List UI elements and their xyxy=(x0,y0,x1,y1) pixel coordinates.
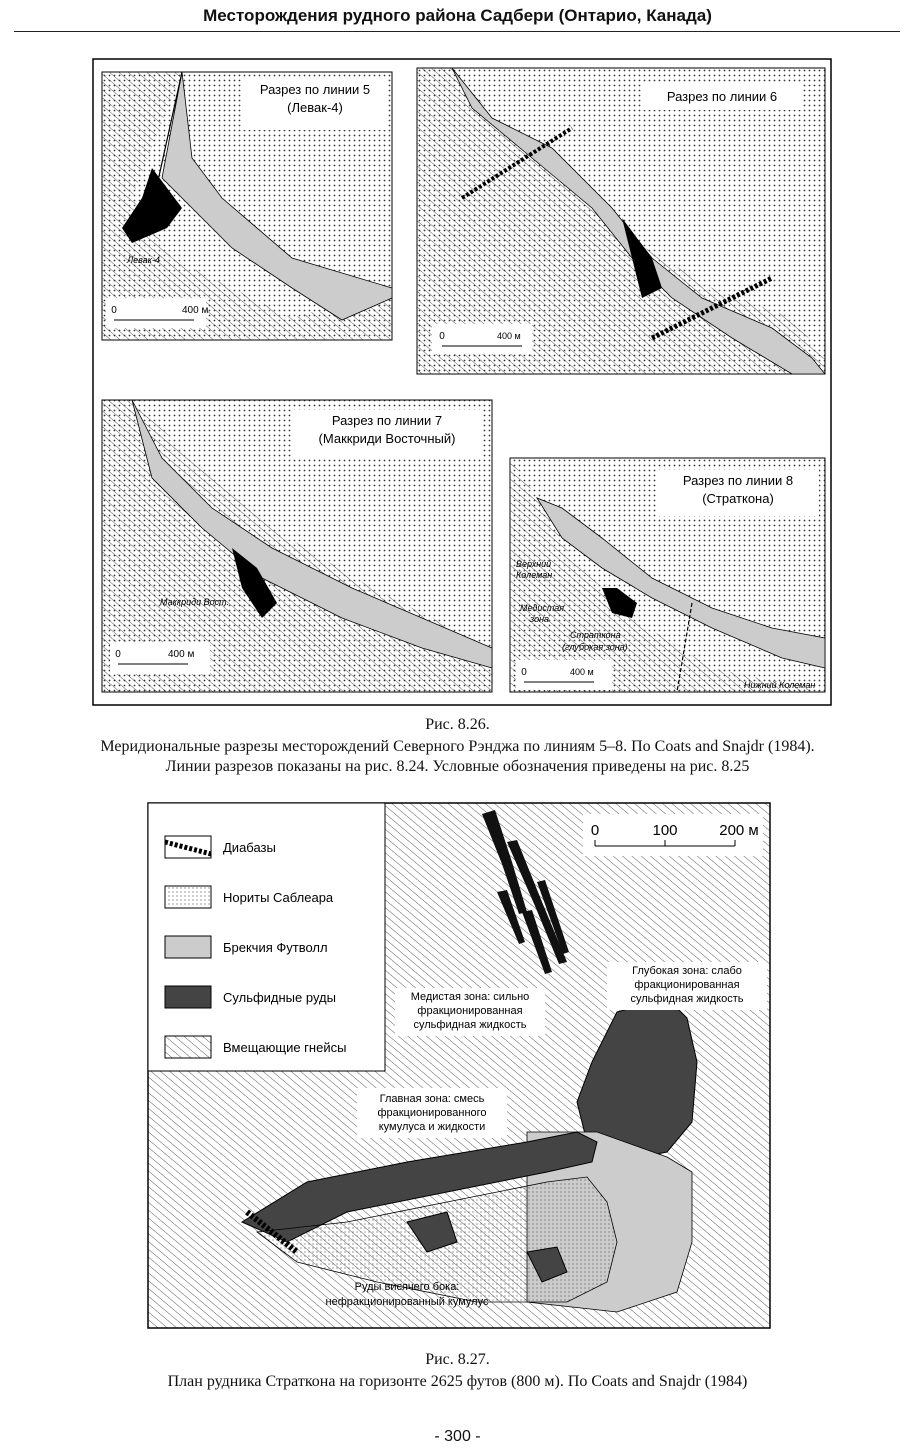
scale-0: 0 xyxy=(590,822,600,839)
svg-text:сульфидная жидкость: сульфидная жидкость xyxy=(630,993,744,1005)
panel-8-label-cu-2: зона xyxy=(530,614,550,624)
panel-6-scale-0: 0 xyxy=(439,331,445,342)
svg-text:Руды висячего бока:: Руды висячего бока: xyxy=(354,1281,460,1293)
svg-text:Главная зона: смесь: Главная зона: смесь xyxy=(379,1093,485,1105)
map-scale-bar xyxy=(583,814,763,856)
panel-7-title-1: Разрез по линии 7 xyxy=(331,413,443,428)
scale-100: 100 xyxy=(652,822,678,839)
annotation-deep xyxy=(607,962,767,1010)
legend-breccia: Брекчия Футволл xyxy=(223,940,328,955)
panel-7-title-2: (Маккриди Восточный) xyxy=(318,431,456,446)
figure-8-26-caption-1: Меридиональные разрезы месторождений Северного Рэнджа по линиям 5–8. По Coats and Snajdr (1984). xyxy=(100,738,815,755)
figure-8-27-caption: План рудника Страткона на горизонте 2625 футов (800 м). По Coats and Snajdr (1984) xyxy=(167,1373,748,1390)
panel-6-scale-400: 400 м xyxy=(497,331,521,341)
panel-line-6 xyxy=(417,68,825,374)
page-number: - 300 - xyxy=(434,1428,481,1445)
panel-8-label-cu-1: Медистая xyxy=(520,603,565,613)
panel-line-5 xyxy=(102,72,392,340)
panel-5-scale-400: 400 м xyxy=(182,305,209,316)
panel-6-title: Разрез по линии 6 xyxy=(666,89,778,104)
panel-line-7 xyxy=(102,400,492,692)
panel-8-label-upper-2: Колеман xyxy=(516,570,553,580)
svg-text:фракционированная: фракционированная xyxy=(634,979,740,991)
legend-sulfide: Сульфидные руды xyxy=(223,990,336,1005)
panel-8-label-lower: Нижний Колеман xyxy=(744,680,816,690)
panel-7-ore-label: Маккриди Вост. xyxy=(160,597,229,607)
svg-text:фракционированная: фракционированная xyxy=(417,1005,523,1017)
figure-8-26 xyxy=(92,58,832,708)
panel-5-scale-0: 0 xyxy=(111,305,117,316)
panel-8-label-strat-1: Страткона xyxy=(570,630,621,640)
panel-8-title-2: (Страткона) xyxy=(702,491,774,506)
legend-gneiss: Вмещающие гнейсы xyxy=(223,1040,347,1055)
header-rule xyxy=(14,31,900,32)
svg-text:сульфидная жидкость: сульфидная жидкость xyxy=(413,1019,527,1031)
figure-8-27-number: Рис. 8.27. xyxy=(425,1351,490,1368)
figure-8-26-number: Рис. 8.26. xyxy=(425,716,490,733)
figure-8-26-caption-2: Линии разрезов показаны на рис. 8.24. Условные обозначения приведены на рис. 8.25 xyxy=(165,758,750,775)
panel-5-title-1: Разрез по линии 5 xyxy=(259,82,371,97)
svg-text:Глубокая зона: слабо: Глубокая зона: слабо xyxy=(632,965,742,977)
panel-7-scale-400: 400 м xyxy=(168,649,195,660)
panel-5-ore-label: Левак-4 xyxy=(127,255,160,265)
annotation-main xyxy=(357,1088,507,1138)
legend-diabase: Диабазы xyxy=(223,840,276,855)
panel-8-scale-400: 400 м xyxy=(570,667,594,677)
svg-text:Медистая зона: сильно: Медистая зона: сильно xyxy=(410,991,530,1003)
scale-200: 200 м xyxy=(719,822,759,839)
panel-8-scale-0: 0 xyxy=(521,667,527,678)
svg-text:нефракционированный кумулус: нефракционированный кумулус xyxy=(325,1296,489,1308)
panel-8-label-upper-1: Верхний xyxy=(516,559,552,569)
panel-8-title-1: Разрез по линии 8 xyxy=(682,473,794,488)
panel-5-title-2: (Левак-4) xyxy=(287,100,343,115)
svg-text:фракционированного: фракционированного xyxy=(377,1107,487,1119)
legend-norite: Нориты Саблеара xyxy=(223,890,334,905)
panel-7-scale-0: 0 xyxy=(115,649,121,660)
panel-line-8 xyxy=(510,458,825,692)
map-legend xyxy=(148,803,385,1071)
svg-text:кумулуса и жидкости: кумулуса и жидкости xyxy=(378,1121,486,1133)
panel-8-label-strat-2: (глубокая зона) xyxy=(562,642,628,652)
figure-8-27 xyxy=(147,802,772,1332)
annotation-cuprous xyxy=(395,988,545,1036)
page-header: Месторождения рудного района Садбери (Онтарио, Канада) xyxy=(203,6,712,25)
